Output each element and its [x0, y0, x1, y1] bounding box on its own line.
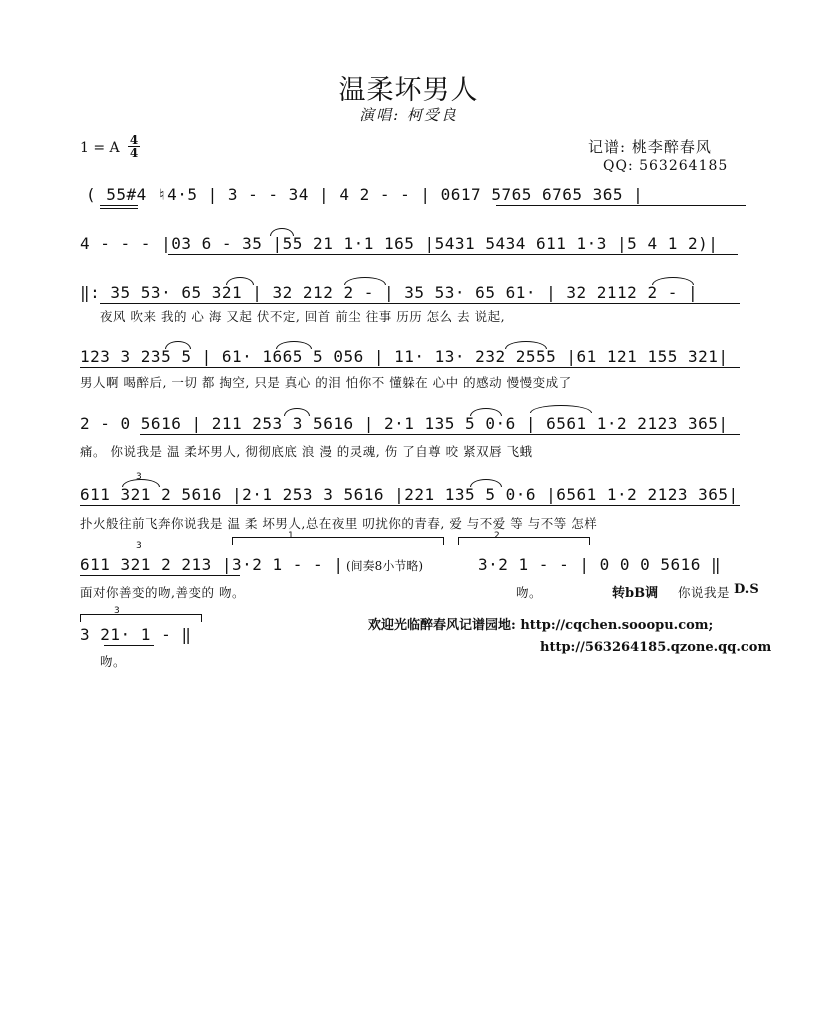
- song-title: 温柔坏男人: [338, 75, 479, 106]
- time-signature-bottom: 4: [129, 146, 139, 160]
- slur: [652, 277, 694, 285]
- interlude-note: (间奏8小节略): [346, 559, 423, 573]
- notation-line-1: ( 55#4 ♮4·5 | 3 - - 34 | 4 2 - - | 0617 5765 6765 365 |: [86, 185, 644, 204]
- triplet-bracket: [80, 614, 202, 622]
- transpose-mark: 转bB调: [612, 586, 659, 601]
- website-link[interactable]: 欢迎光临醉春风记谱园地: http://cqchen.sooopu.com;: [368, 618, 714, 633]
- triplet-mark: 3: [136, 541, 142, 551]
- transcriber-credit: 记谱: 桃李醉春风: [588, 138, 712, 156]
- slur: [226, 277, 254, 285]
- volta-2-bracket: [458, 537, 590, 545]
- slur: [165, 341, 191, 349]
- volta-1-number: 1: [288, 531, 294, 541]
- volta-2-number: 2: [494, 531, 500, 541]
- lyrics-line-7b: 吻。: [516, 585, 543, 600]
- notation-line-6: 611 321 2 5616 |2·1 253 3 5616 |221 135 5 0·6 |6561 1·2 2123 365|: [80, 485, 739, 504]
- lyrics-line-3: 夜风 吹来 我的 心 海 又起 伏不定, 回首 前尘 往事 历历 怎么 去 说起,: [100, 309, 506, 324]
- beam: [80, 367, 740, 368]
- beam: [100, 208, 138, 209]
- volta-1-bracket: [232, 537, 444, 545]
- notation-line-5: 2 - 0 5616 | 211 253 3 5616 | 2·1 135 5 0·6 | 6561 1·2 2123 365|: [80, 414, 729, 433]
- slur: [270, 228, 294, 236]
- slur: [122, 479, 160, 487]
- key-signature: 1 = A: [80, 140, 120, 156]
- beam: [100, 303, 740, 304]
- lyrics-line-8: 吻。: [100, 654, 127, 669]
- lyrics-line-4: 男人啊 喝醉后, 一切 都 掏空, 只是 真心 的泪 怕你不 懂躲在 心中 的感动 慢慢变成了: [80, 375, 572, 390]
- beam: [168, 254, 738, 255]
- beam: [100, 205, 138, 206]
- triplet-mark: 3: [114, 606, 120, 616]
- notation-line-3: ‖: 35 53· 65 321 | 32 212 2 - | 35 53· 65 61· | 32 2112 2 - |: [80, 283, 699, 302]
- notation-line-2: 4 - - - |03 6 - 35 |55 21 1·1 165 |5431 5434 611 1·3 |5 4 1 2)|: [80, 234, 719, 253]
- dal-segno-mark: D.S: [734, 582, 759, 597]
- beam: [104, 645, 154, 646]
- slur: [530, 405, 592, 413]
- beam: [140, 434, 740, 435]
- time-signature-top: 4: [129, 133, 139, 147]
- lyrics-line-5: 痛。 你说我是 温 柔坏男人, 彻彻底底 浪 漫 的灵魂, 伤 了自尊 咬 紧双唇 飞蛾: [80, 444, 533, 459]
- notation-line-4: 123 3 235 5 | 61· 1665 5 056 | 11· 13· 232 2555 |61 121 155 321|: [80, 347, 729, 366]
- time-signature: [128, 134, 140, 159]
- lyrics-line-6: 扑火般往前飞奔你说我是 温 柔 坏男人,总在夜里 叨扰你的青春, 爱 与不爱 等 与不等 怎样: [80, 516, 598, 531]
- slur: [470, 479, 502, 487]
- slur: [470, 408, 502, 416]
- notation-line-7: 611 321 2 213 |3·2 1 - - |: [80, 555, 344, 574]
- lyrics-line-7c: 你说我是: [678, 585, 731, 600]
- beam: [80, 575, 240, 576]
- beam: [496, 205, 746, 206]
- transcriber-qq: QQ: 563264185: [603, 158, 729, 174]
- qzone-link[interactable]: http://563264185.qzone.qq.com: [540, 640, 772, 655]
- slur: [276, 341, 312, 349]
- lyrics-line-7: 面对你善变的吻,善变的 吻。: [80, 585, 245, 600]
- notation-line-8: 3 21· 1 - ‖: [80, 625, 192, 644]
- singer-credit: 演唱: 柯受良: [359, 106, 458, 124]
- beam: [80, 505, 740, 506]
- triplet-mark: 3: [136, 472, 142, 482]
- slur: [505, 341, 547, 349]
- slur: [284, 408, 310, 416]
- notation-line-7b: 3·2 1 - - | 0 0 0 5616 ‖: [478, 555, 722, 574]
- slur: [344, 277, 386, 285]
